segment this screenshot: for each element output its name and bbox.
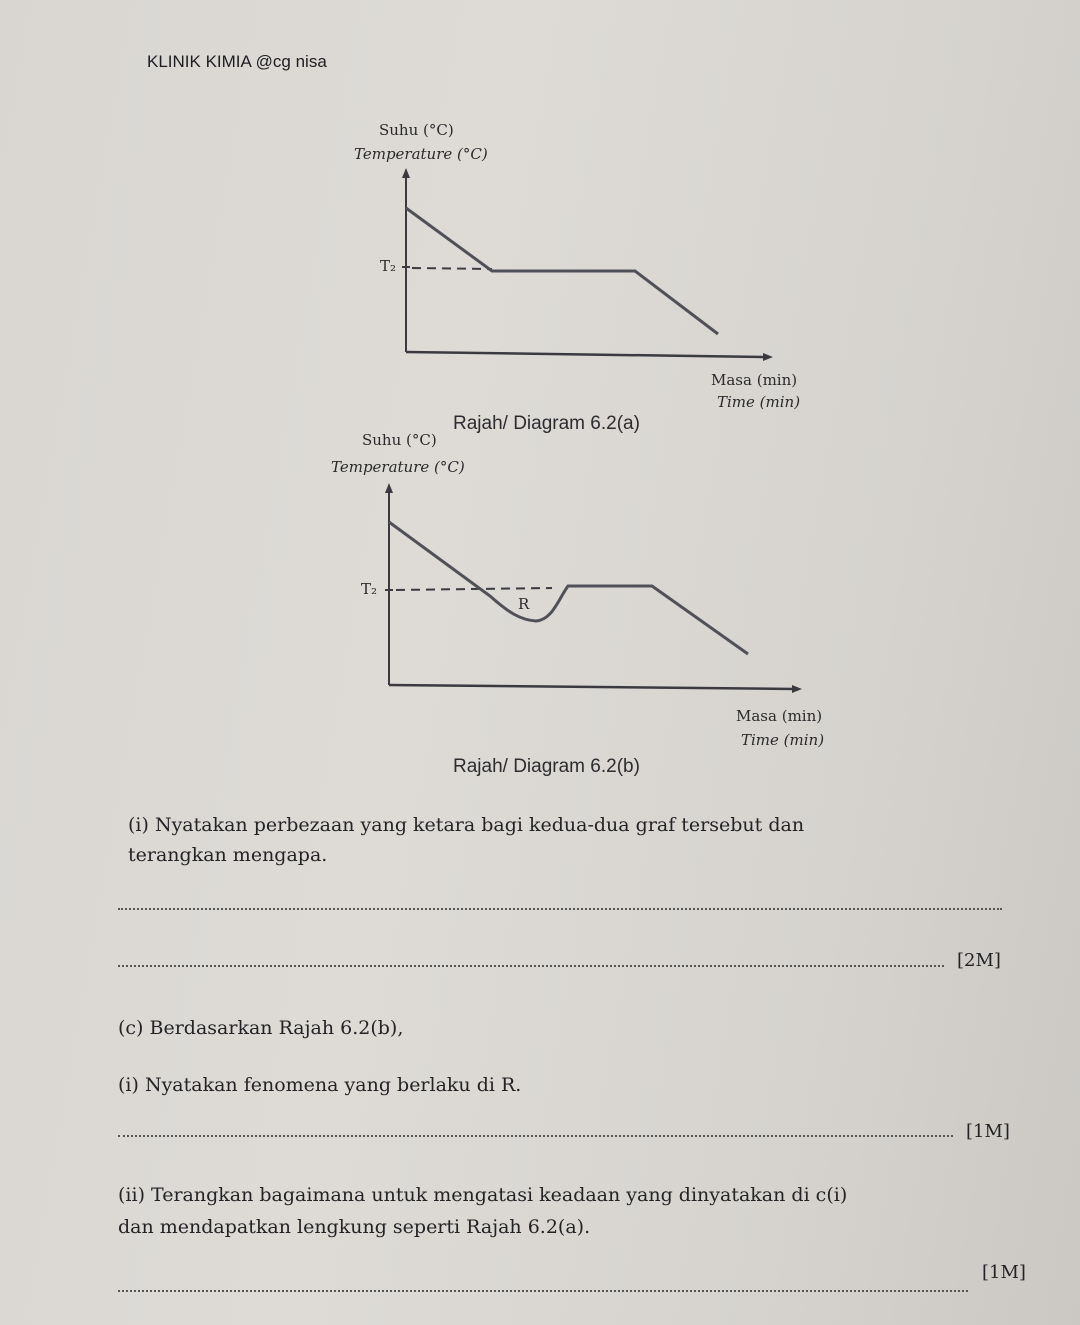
cooling-curve-line-a bbox=[406, 208, 718, 334]
y-axis-arrow-b bbox=[385, 483, 393, 493]
question-c-i: (i) Nyatakan fenomena yang berlaku di R. bbox=[118, 1074, 522, 1096]
t2-label-b: T₂ bbox=[361, 580, 378, 598]
x-axis-arrow-a bbox=[763, 353, 773, 361]
question-i-line1: (i) Nyatakan perbezaan yang ketara bagi kedua-dua graf tersebut dan bbox=[128, 814, 805, 836]
t2-label-a: T₂ bbox=[380, 257, 397, 275]
y-axis-label-ms-a: Suhu (°C) bbox=[379, 121, 454, 139]
x-axis-a bbox=[406, 352, 766, 357]
x-axis-label-ms-b: Masa (min) bbox=[736, 707, 823, 725]
caption-a: Rajah/ Diagram 6.2(a) bbox=[453, 413, 640, 434]
question-c-ii-line1: (ii) Terangkan bagaimana untuk mengatasi keadaan yang dinyatakan di c(i) bbox=[118, 1184, 848, 1206]
mark-i: [2M] bbox=[957, 950, 1001, 971]
y-axis-label-en-a: Temperature (°C) bbox=[354, 145, 488, 163]
mark-c-i: [1M] bbox=[966, 1121, 1010, 1142]
t2-dashed-line-b bbox=[396, 588, 552, 590]
t2-dashed-line-a bbox=[412, 268, 492, 269]
section-c-heading: (c) Berdasarkan Rajah 6.2(b), bbox=[118, 1017, 404, 1039]
mark-c-ii: [1M] bbox=[982, 1262, 1026, 1283]
y-axis-label-ms-b: Suhu (°C) bbox=[362, 431, 437, 449]
question-c-ii-line2: dan mendapatkan lengkung seperti Rajah 6.2(a). bbox=[118, 1216, 591, 1238]
x-axis-arrow-b bbox=[792, 685, 802, 693]
x-axis-label-ms-a: Masa (min) bbox=[711, 371, 798, 389]
y-axis-arrow-a bbox=[402, 168, 410, 178]
answer-line-i-1[interactable] bbox=[118, 908, 1002, 910]
question-i-line2: terangkan mengapa. bbox=[128, 844, 328, 866]
y-axis-label-en-b: Temperature (°C) bbox=[331, 458, 465, 476]
x-axis-label-en-a: Time (min) bbox=[717, 393, 801, 411]
cooling-curve-line-b bbox=[389, 522, 748, 654]
x-axis-b bbox=[389, 685, 795, 689]
answer-line-i-2[interactable] bbox=[118, 965, 944, 967]
x-axis-label-en-b: Time (min) bbox=[741, 731, 825, 749]
header-title: KLINIK KIMIA @cg nisa bbox=[147, 52, 327, 71]
point-r-label: R bbox=[518, 595, 530, 613]
answer-line-c-i[interactable] bbox=[118, 1135, 953, 1137]
caption-b: Rajah/ Diagram 6.2(b) bbox=[453, 756, 640, 777]
answer-line-c-ii[interactable] bbox=[118, 1290, 968, 1292]
